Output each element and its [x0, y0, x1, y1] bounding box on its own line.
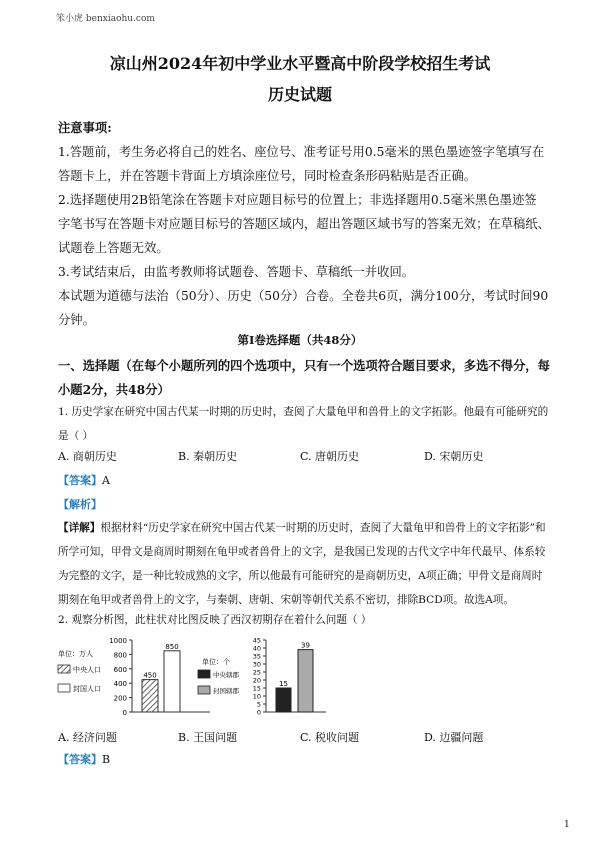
notice-line: 分钟。 — [58, 313, 95, 327]
data-label: 15 — [279, 680, 288, 688]
notice-heading: 注意事项: — [58, 120, 112, 135]
answer-value: B — [102, 753, 111, 766]
legend-label: 中央人口 — [73, 666, 101, 674]
bar-封国辖郡 — [298, 650, 313, 712]
y-tick-label: 600 — [113, 665, 127, 674]
option-c: C. 唐朝历史 — [300, 450, 360, 463]
commandery-chart — [194, 632, 334, 726]
option-a: A. 商朝历史 — [58, 450, 117, 463]
answer-line — [58, 751, 110, 767]
part-heading: 小题2分，共48分） — [58, 382, 170, 397]
y-tick-label: 800 — [113, 651, 127, 660]
legend-label: 中央辖郡 — [213, 671, 239, 679]
y-tick-label: 15 — [252, 684, 261, 693]
detail-text: 期刻在龟甲或者兽骨上的文字，与秦朝、唐朝、宋朝等朝代关系不密切，排除BCD项。故选A项。 — [58, 594, 514, 606]
option-a: A. 经济问题 — [58, 731, 117, 744]
answer-value: A — [102, 474, 110, 487]
y-tick-label: 40 — [252, 644, 261, 653]
notice-line: 试题卷上答题无效。 — [58, 241, 169, 255]
detail-text: 根据材料“历史学家在研究中国古代某一时期的历史时，查阅了大量龟甲和兽骨上的文字拓影”和 — [100, 522, 546, 534]
question-stem: 2. 观察分析图，此柱状对比图反映了西汉初期存在着什么问题（ ） — [58, 614, 372, 626]
legend-swatch-central — [58, 665, 70, 673]
y-tick-label: 200 — [113, 694, 127, 703]
analysis-line — [58, 496, 102, 512]
legend-swatch-fief — [58, 684, 70, 692]
page-number: 1 — [564, 820, 570, 830]
y-tick-label: 30 — [252, 660, 261, 669]
population-chart — [56, 632, 216, 726]
detail-tag: 【详解】 — [58, 522, 101, 534]
answer-tag: 【答案】 — [58, 474, 102, 487]
y-tick-label: 5 — [256, 700, 261, 709]
answer-tag: 【答案】 — [58, 753, 102, 766]
detail-line — [58, 520, 546, 535]
y-tick-label: 400 — [113, 680, 127, 689]
y-tick-label: 10 — [252, 692, 261, 701]
question-stem: 1. 历史学家在研究中国古代某一时期的历史时，查阅了大量龟甲和兽骨上的文字拓影。他最有可能研究的 — [58, 406, 549, 418]
option-b: B. 王国问题 — [178, 731, 238, 744]
notice-line: 3.考试结束后，由监考教师将试题卷、答题卡、草稿纸一并收回。 — [58, 265, 415, 279]
exam-subtitle: 历史试题 — [267, 85, 332, 104]
y-tick-label: 0 — [122, 709, 127, 717]
part-heading: 一、选择题（在每个小题所列的四个选项中，只有一个选项符合题目要求，多选不得分，每 — [58, 358, 550, 373]
notice-line: 本试题为道德与法治（50分）、历史（50分）合卷。全卷共6页，满分100分，考试时间90 — [58, 289, 549, 303]
option-d: D. 宋朝历史 — [424, 450, 484, 463]
data-label: 450 — [143, 671, 157, 680]
answer-line — [58, 472, 110, 488]
option-c: C. 税收问题 — [300, 731, 360, 744]
exam-title: 凉山州2024年初中学业水平暨高中阶段学校招生考试 — [109, 54, 491, 73]
analysis-tag: 【解析】 — [58, 498, 102, 511]
notice-line: 2.选择题使用2B铅笔涂在答题卡对应题目标号的位置上；非选择题用0.5毫米黑色墨迹签 — [58, 193, 537, 207]
detail-text: 所学可知，甲骨文是商周时期刻在龟甲或者兽骨上的文字，是我国已发现的古代文字中年代最早、体系较 — [58, 546, 546, 558]
notice-line: 1.答题前，考生务必将自己的姓名、座位号、准考证号用0.5毫米的黑色墨迹签字笔填写在 — [58, 145, 545, 159]
data-label: 850 — [165, 642, 179, 651]
unit-label: 单位：万人 — [58, 650, 93, 658]
watermark: 笨小虎 benxiaohu.com — [56, 14, 155, 24]
option-d: D. 边疆问题 — [424, 731, 484, 744]
y-tick-label: 20 — [252, 676, 261, 685]
y-tick-label: 35 — [252, 652, 261, 661]
notice-line: 字笔书写在答题卡对应题目标号的答题区域内，超出答题区域书写的答案无效；在草稿纸、 — [58, 217, 550, 231]
population-chart-svg — [56, 632, 216, 722]
bar-封国人口 — [164, 651, 180, 712]
y-tick-label: 25 — [252, 668, 261, 677]
legend-label: 封国人口 — [73, 685, 101, 693]
commandery-chart-svg — [194, 632, 334, 722]
question-stem: 是（ ） — [58, 430, 94, 442]
legend-swatch-central — [198, 670, 210, 678]
notice-line: 答题卡上，并在答题卡背面上方填涂座位号，同时检查条形码粘贴是否正确。 — [58, 169, 477, 183]
bar-中央辖郡 — [276, 688, 291, 712]
section-heading: 第Ⅰ卷选择题（共48分） — [237, 333, 363, 347]
y-tick-label: 0 — [256, 708, 261, 717]
detail-text: 为完整的文字，是一种比较成熟的文字，所以他最有可能研究的是商朝历史，A项正确；甲骨文是商周时 — [58, 570, 543, 582]
option-b: B. 秦朝历史 — [178, 450, 238, 463]
unit-label: 单位：个 — [202, 658, 230, 666]
legend-label: 封国辖郡 — [213, 687, 239, 695]
legend-swatch-fief — [198, 686, 210, 694]
y-tick-label: 45 — [252, 636, 261, 645]
data-label: 39 — [301, 641, 310, 650]
bar-中央人口 — [142, 680, 158, 712]
y-tick-label: 1000 — [109, 637, 127, 645]
